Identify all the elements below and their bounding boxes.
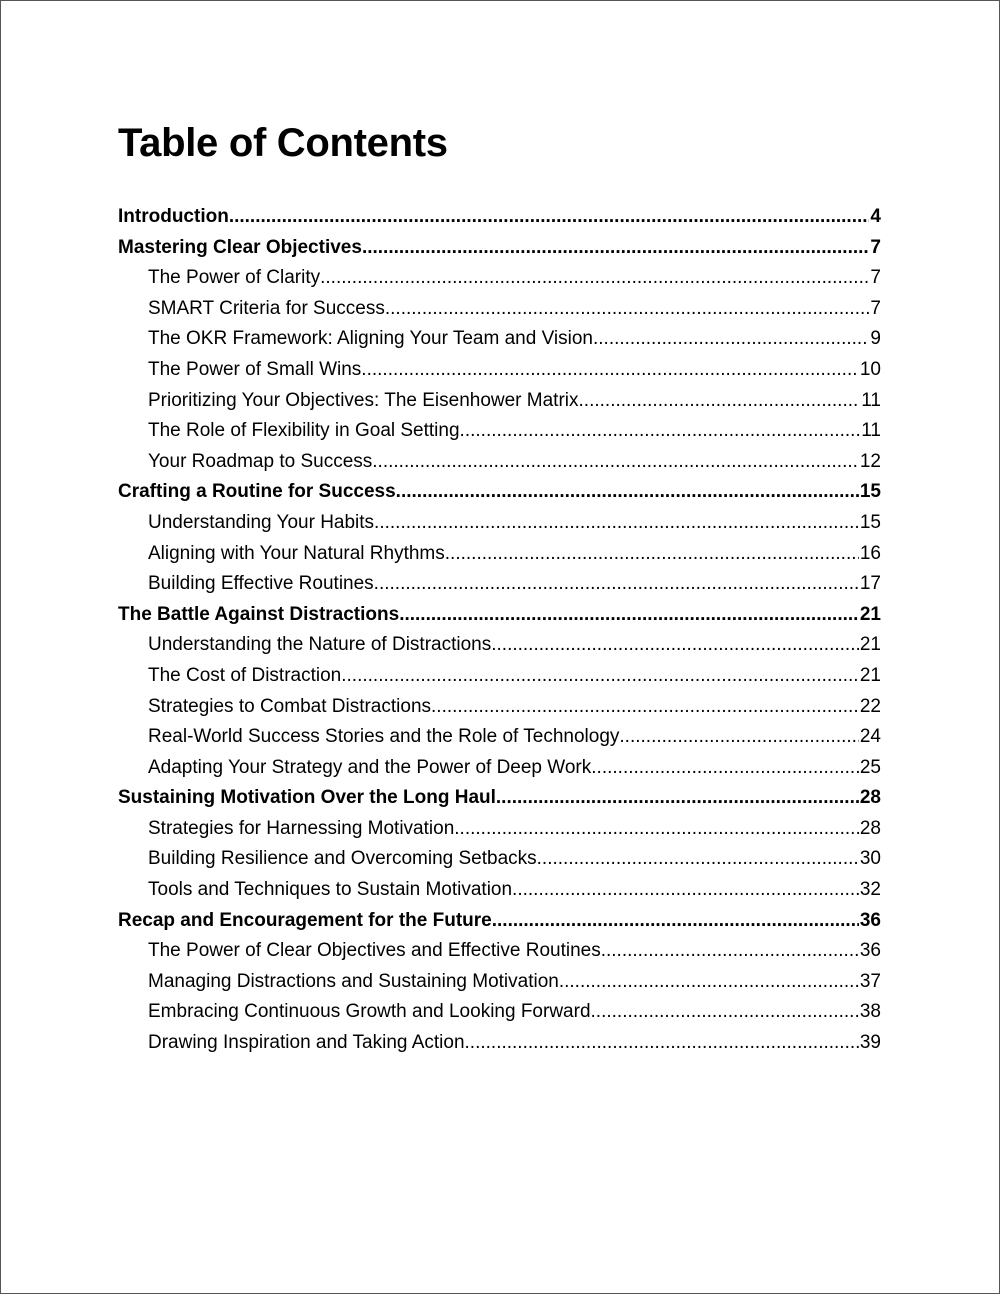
dot-leader	[385, 294, 870, 325]
toc-entry-title: The Power of Small Wins	[148, 358, 362, 380]
toc-section-entry[interactable]	[118, 355, 881, 386]
toc-page-number: 21	[859, 603, 881, 625]
toc-page-number: 7	[870, 297, 881, 319]
toc-entry-title: Drawing Inspiration and Taking Action	[148, 1032, 465, 1054]
table-of-contents	[118, 202, 881, 1059]
toc-section-entry[interactable]	[118, 997, 881, 1028]
toc-chapter-entry[interactable]	[118, 783, 881, 814]
dot-leader	[591, 997, 859, 1028]
toc-chapter-entry[interactable]	[118, 600, 881, 631]
dot-leader	[593, 324, 869, 355]
toc-entry-title: Adapting Your Strategy and the Power of Deep Work	[148, 756, 592, 778]
dot-leader	[372, 447, 859, 478]
toc-section-entry[interactable]	[118, 1028, 881, 1059]
dot-leader	[229, 202, 870, 233]
toc-page-number: 11	[861, 420, 881, 442]
toc-page-number: 25	[859, 756, 881, 778]
toc-entry-title: The Power of Clear Objectives and Effective Routines	[148, 940, 601, 962]
toc-section-entry[interactable]	[118, 722, 881, 753]
toc-entry-title: Mastering Clear Objectives	[118, 236, 362, 258]
toc-chapter-entry[interactable]	[118, 233, 881, 264]
toc-section-entry[interactable]	[118, 661, 881, 692]
toc-entry-title: The Power of Clarity	[148, 267, 321, 289]
dot-leader	[559, 967, 859, 998]
toc-section-entry[interactable]	[118, 692, 881, 723]
toc-page-number: 9	[870, 328, 881, 350]
dot-leader	[374, 569, 859, 600]
toc-entry-title: Strategies for Harnessing Motivation	[148, 817, 455, 839]
dot-leader	[496, 783, 859, 814]
toc-entry-title: Crafting a Routine for Success	[118, 481, 396, 503]
toc-page-number: 16	[859, 542, 881, 564]
toc-entry-title: Your Roadmap to Success	[148, 450, 373, 472]
toc-page-number: 36	[859, 940, 881, 962]
toc-page-number: 17	[859, 573, 881, 595]
toc-entry-title: Building Effective Routines	[148, 573, 374, 595]
dot-leader	[492, 906, 859, 937]
toc-section-entry[interactable]	[118, 875, 881, 906]
dot-leader	[460, 416, 861, 447]
dot-leader	[454, 814, 859, 845]
toc-entry-title: Recap and Encouragement for the Future	[118, 909, 492, 931]
dot-leader	[431, 692, 859, 723]
toc-page-number: 28	[859, 817, 881, 839]
toc-entry-title: The OKR Framework: Aligning Your Team and Vision	[148, 328, 593, 350]
toc-entry-title: Tools and Techniques to Sustain Motivation	[148, 879, 513, 901]
dot-leader	[491, 630, 859, 661]
toc-page-number: 7	[870, 236, 881, 258]
dot-leader	[341, 661, 859, 692]
toc-page-number: 11	[861, 389, 881, 411]
toc-page-number: 22	[859, 695, 881, 717]
dot-leader	[320, 263, 869, 294]
toc-page-number: 21	[859, 634, 881, 656]
toc-page-number: 21	[859, 664, 881, 686]
dot-leader	[445, 539, 859, 570]
toc-entry-title: Building Resilience and Overcoming Setbacks	[148, 848, 537, 870]
toc-page-number: 30	[859, 848, 881, 870]
toc-entry-title: Managing Distractions and Sustaining Motivation	[148, 970, 559, 992]
toc-section-entry[interactable]	[118, 447, 881, 478]
toc-section-entry[interactable]	[118, 386, 881, 417]
toc-section-entry[interactable]	[118, 539, 881, 570]
toc-section-entry[interactable]	[118, 508, 881, 539]
toc-section-entry[interactable]	[118, 324, 881, 355]
toc-page-number: 4	[870, 206, 881, 227]
toc-section-entry[interactable]	[118, 753, 881, 784]
toc-page-number: 24	[859, 726, 881, 748]
toc-entry-title: The Cost of Distraction	[148, 664, 342, 686]
dot-leader	[362, 233, 869, 264]
dot-leader	[601, 936, 859, 967]
dot-leader	[591, 753, 859, 784]
toc-section-entry[interactable]	[118, 814, 881, 845]
toc-page-number: 37	[859, 970, 881, 992]
toc-section-entry[interactable]	[118, 844, 881, 875]
toc-entry-title: Embracing Continuous Growth and Looking Forward	[148, 1001, 591, 1023]
toc-page-number: 10	[859, 358, 881, 380]
toc-entry-title: Understanding the Nature of Distractions	[148, 634, 492, 656]
toc-page-number: 15	[859, 481, 881, 503]
toc-entry-title: Real-World Success Stories and the Role of Technology	[148, 726, 620, 748]
toc-chapter-entry[interactable]	[118, 202, 881, 233]
toc-page-number: 32	[859, 879, 881, 901]
toc-entry-title: Introduction	[118, 206, 229, 227]
toc-page-number: 15	[859, 511, 881, 533]
toc-page-number: 12	[859, 450, 881, 472]
toc-section-entry[interactable]	[118, 263, 881, 294]
toc-entry-title: Aligning with Your Natural Rhythms	[148, 542, 445, 564]
toc-section-entry[interactable]	[118, 967, 881, 998]
toc-entry-title: SMART Criteria for Success	[148, 297, 385, 319]
dot-leader	[579, 386, 861, 417]
dot-leader	[619, 722, 858, 753]
toc-entry-title: Sustaining Motivation Over the Long Haul	[118, 787, 496, 809]
toc-page-number: 28	[859, 787, 881, 809]
dot-leader	[512, 875, 859, 906]
toc-entry-title: The Battle Against Distractions	[118, 603, 400, 625]
toc-page-number: 39	[859, 1032, 881, 1054]
toc-chapter-entry[interactable]	[118, 906, 881, 937]
dot-leader	[537, 844, 859, 875]
toc-page-number: 7	[870, 267, 881, 289]
toc-section-entry[interactable]	[118, 936, 881, 967]
dot-leader	[399, 600, 859, 631]
dot-leader	[465, 1028, 859, 1059]
dot-leader	[374, 508, 859, 539]
toc-entry-title: The Role of Flexibility in Goal Setting	[148, 420, 460, 442]
toc-page-number: 38	[859, 1001, 881, 1023]
toc-page-number: 36	[859, 909, 881, 931]
dot-leader	[361, 355, 859, 386]
toc-entry-title: Understanding Your Habits	[148, 511, 375, 533]
toc-entry-title: Strategies to Combat Distractions	[148, 695, 432, 717]
dot-leader	[396, 477, 859, 508]
toc-entry-title: Prioritizing Your Objectives: The Eisenhower Matrix	[148, 389, 579, 411]
toc-section-entry[interactable]	[118, 569, 881, 600]
toc-section-entry[interactable]	[118, 294, 881, 325]
toc-section-entry[interactable]	[118, 630, 881, 661]
toc-chapter-entry[interactable]	[118, 477, 881, 508]
toc-section-entry[interactable]	[118, 416, 881, 447]
page-title: Table of Contents	[118, 121, 448, 165]
